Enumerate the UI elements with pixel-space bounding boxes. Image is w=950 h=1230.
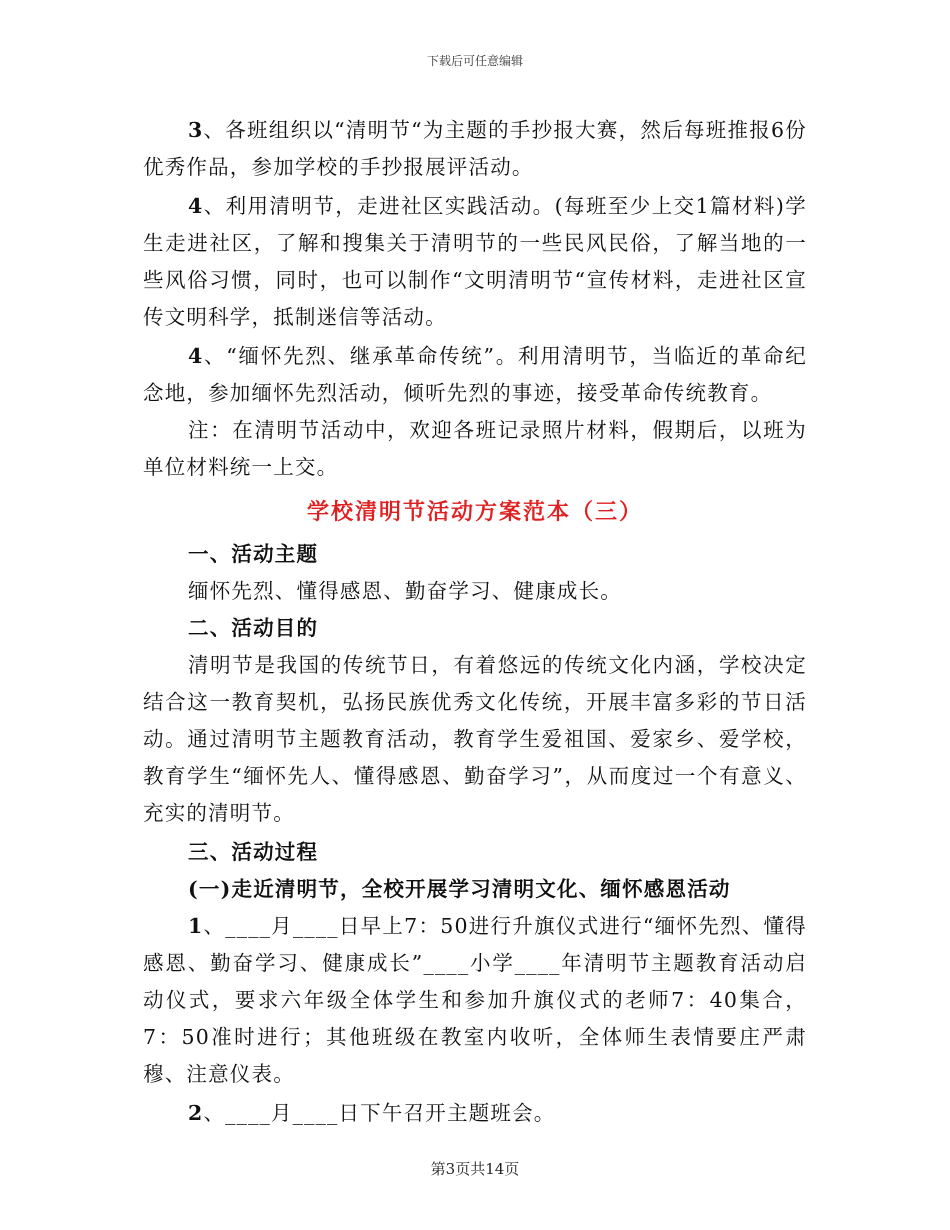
- item-number: 3: [188, 118, 204, 142]
- paragraph-text: 、____月____日下午召开主题班会。: [203, 1101, 556, 1125]
- page-header: 下载后可任意编辑: [426, 54, 523, 68]
- paragraph-text: 注：在清明节活动中，欢迎各班记录照片材料，假期后，以班为单位材料统一上交。: [143, 418, 807, 479]
- heading-process: 三、活动过程: [188, 840, 319, 864]
- paragraph-text: 、利用清明节，走进社区实践活动。(每班至少上交1篇材料)学生走进社区，了解和搜集关于清明节的一些民风民俗，了解当地的一些风俗习惯，同时，也可以制作“文明清明节“宣传材料，走进社区宣传文明科学，抵制迷信等活动。: [143, 194, 807, 329]
- heading-purpose: 二、活动目的: [188, 616, 319, 640]
- paragraph-4b: [143, 338, 807, 412]
- item-number: 1: [188, 914, 204, 938]
- paragraph-text: 、____月____日早上7：50进行升旗仪式进行“缅怀先烈、懂得感恩、勤奋学习、健康成长”____小学____年清明节主题教育活动启动仪式，要求六年级全体学生和参加升旗仪式的老师7：40集合，7：50准时进行；其他班级在教室内收听，全体师生表情要庄严肃穆、注意仪表。: [143, 914, 807, 1086]
- subheading-process-1: (一)走近清明节，全校开展学习清明文化、缅怀感恩活动: [188, 877, 731, 901]
- page-footer: 第3页共14页: [430, 1160, 520, 1178]
- paragraph-note: [143, 412, 807, 486]
- item-number: 4: [188, 194, 204, 218]
- paragraph-3: [143, 112, 807, 186]
- heading-theme: 一、活动主题: [188, 542, 319, 566]
- paragraph-4a: [143, 188, 807, 336]
- section-title: 学校清明节活动方案范本（三）: [306, 499, 643, 525]
- paragraph-process-item-1: [143, 908, 807, 1093]
- paragraph-process-item-2: [143, 1095, 807, 1132]
- document-body: [143, 112, 807, 1132]
- paragraph-text: 、“缅怀先烈、继承革命传统”。利用清明节，当临近的革命纪念地，参加缅怀先烈活动，倾听先烈的事迹，接受革命传统教育。: [143, 344, 807, 405]
- item-number: 2: [188, 1101, 204, 1125]
- item-number: 4: [188, 344, 204, 368]
- paragraph-theme: 缅怀先烈、懂得感恩、勤奋学习、健康成长。: [188, 579, 622, 603]
- paragraph-purpose: 清明节是我国的传统节日，有着悠远的传统文化内涵，学校决定结合这一教育契机，弘扬民族优秀文化传统，开展丰富多彩的节日活动。通过清明节主题教育活动，教育学生爱祖国、爱家乡、爱学校，教育学生“缅怀先人、懂得感恩、勤奋学习”，从而度过一个有意义、充实的清明节。: [143, 653, 807, 825]
- paragraph-text: 、各班组织以“清明节“为主题的手抄报大赛，然后每班推报6份优秀作品，参加学校的手抄报展评活动。: [143, 118, 807, 179]
